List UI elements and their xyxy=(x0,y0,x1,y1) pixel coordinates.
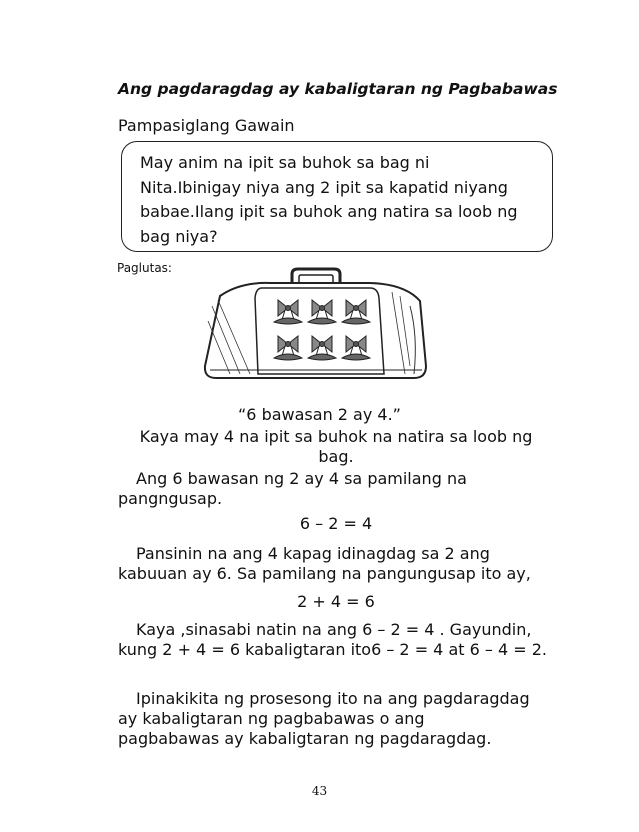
problem-line: Nita.Ibinigay niya ang 2 ipit sa kapatid niyang xyxy=(140,177,508,197)
problem-line: babae.Ilang ipit sa buhok ang natira sa loob ng xyxy=(140,202,518,221)
text-line: Pansinin na ang 4 kapag idinagdag sa 2 ang xyxy=(136,544,490,563)
text-line: ay kabaligtaran ng pagbabawas o ang xyxy=(118,709,425,728)
problem-line: bag niya? xyxy=(140,226,218,246)
bag-with-hair-clips-icon xyxy=(200,266,430,386)
paragraph-4 xyxy=(118,620,554,660)
text-line: kung 2 + 4 = 6 kabaligtaran ito6 – 2 = 4 at 6 – 4 = 2. xyxy=(118,640,547,659)
section-subtitle: Pampasiglang Gawain xyxy=(118,116,295,135)
paragraph-1 xyxy=(118,427,554,467)
paglutas-label: Paglutas: xyxy=(117,261,172,275)
quote-line: “6 bawasan 2 ay 4.” xyxy=(238,405,401,424)
paragraph-3 xyxy=(118,544,554,584)
text-line: Ipinakikita ng prosesong ito na ang pagdaragdag xyxy=(136,689,530,708)
paragraph-5 xyxy=(118,689,554,749)
text-line: kabuuan ay 6. Sa pamilang na pangungusap ito ay, xyxy=(118,564,531,583)
text-line: Kaya ,sinasabi natin na ang 6 – 2 = 4 . Gayundin, xyxy=(136,620,532,639)
problem-line: May anim na ipit sa buhok sa bag ni xyxy=(140,153,430,172)
page-title: Ang pagdaragdag ay kabaligtaran ng Pagbabawas xyxy=(118,80,558,98)
problem-box xyxy=(121,141,553,252)
problem-text xyxy=(140,151,560,249)
paragraph-2 xyxy=(118,469,554,509)
equation-2: 2 + 4 = 6 xyxy=(297,592,375,611)
page-number: 43 xyxy=(311,784,328,798)
text-line: pagbabawas ay kabaligtaran ng pagdaragdag. xyxy=(118,729,492,748)
equation-1: 6 – 2 = 4 xyxy=(299,514,373,533)
text-line: Kaya may 4 na ipit sa buhok na natira sa loob ng xyxy=(139,427,533,446)
text-line: bag. xyxy=(318,447,354,466)
text-line: pangngusap. xyxy=(118,489,223,508)
text-line: Ang 6 bawasan ng 2 ay 4 sa pamilang na xyxy=(136,469,467,488)
